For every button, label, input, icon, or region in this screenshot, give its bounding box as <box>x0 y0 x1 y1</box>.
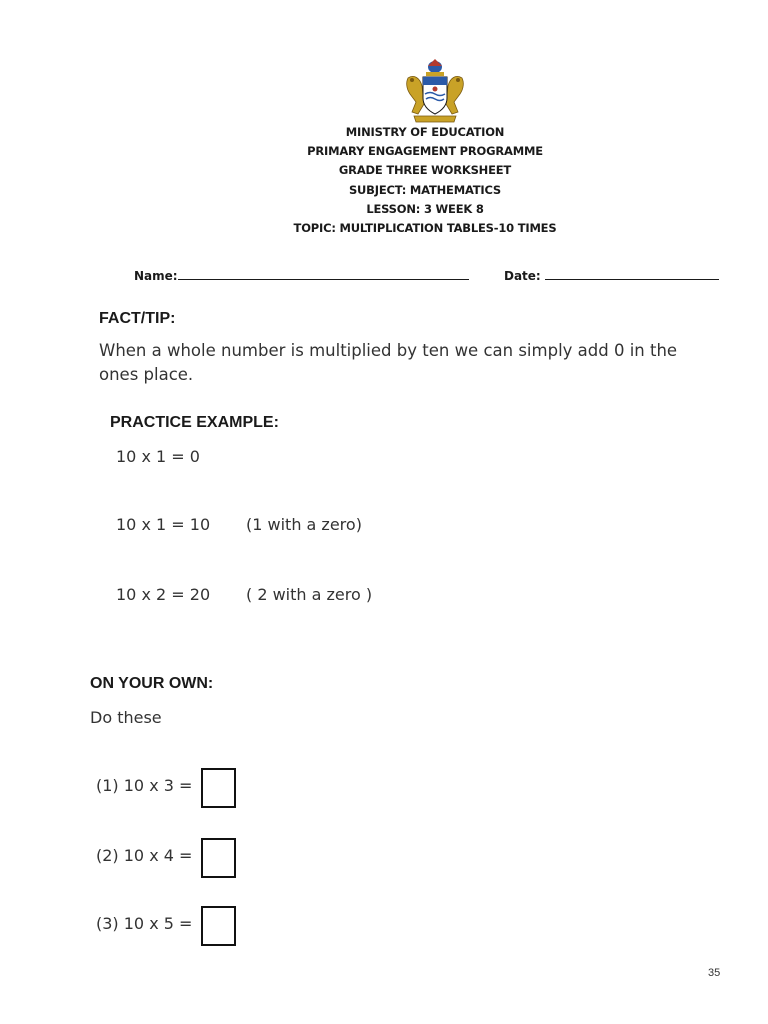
header-subject: SUBJECT: MATHEMATICS <box>348 182 502 197</box>
practice-title: PRACTICE EXAMPLE: <box>110 414 279 431</box>
header-ministry: MINISTRY OF EDUCATION <box>345 125 505 139</box>
header-topic: TOPIC: MULTIPLICATION TABLES-10 TIMES <box>293 221 557 236</box>
page-number: 35 <box>708 967 721 979</box>
name-label: Name: <box>134 269 178 283</box>
date-underline[interactable] <box>545 267 719 280</box>
practice-note-3: ( 2 with a zero ) <box>246 585 373 604</box>
answer-box-3[interactable] <box>201 906 236 946</box>
header-grade: GRADE THREE WORKSHEET <box>338 163 512 178</box>
question-2-label: (2) 10 x 4 = <box>96 846 193 865</box>
own-instruction: Do these <box>90 708 162 727</box>
header-programme: PRIMARY ENGAGEMENT PROGRAMME <box>307 144 543 159</box>
practice-equation-1: 10 x 1 = 0 <box>116 447 200 466</box>
question-3-label: (3) 10 x 5 = <box>96 914 193 933</box>
answer-box-1[interactable] <box>201 768 236 808</box>
name-underline[interactable] <box>178 267 469 280</box>
date-label: Date: <box>504 269 541 283</box>
practice-note-2: (1 with a zero) <box>246 515 362 534</box>
fact-title: FACT/TIP: <box>99 310 176 327</box>
practice-equation-2: 10 x 1 = 10 <box>116 515 211 534</box>
practice-equation-3: 10 x 2 = 20 <box>116 585 211 604</box>
fact-text: When a whole number is multiplied by ten we can simply add 0 in the ones place. <box>99 341 678 384</box>
own-title: ON YOUR OWN: <box>90 675 214 692</box>
answer-box-2[interactable] <box>201 838 236 878</box>
date-field[interactable] <box>504 267 719 283</box>
name-field[interactable] <box>134 267 469 283</box>
coat-of-arms-icon <box>404 58 466 124</box>
question-1-label: (1) 10 x 3 = <box>96 776 193 795</box>
header-lesson: LESSON: 3 WEEK 8 <box>366 201 484 216</box>
worksheet-header <box>0 123 768 238</box>
